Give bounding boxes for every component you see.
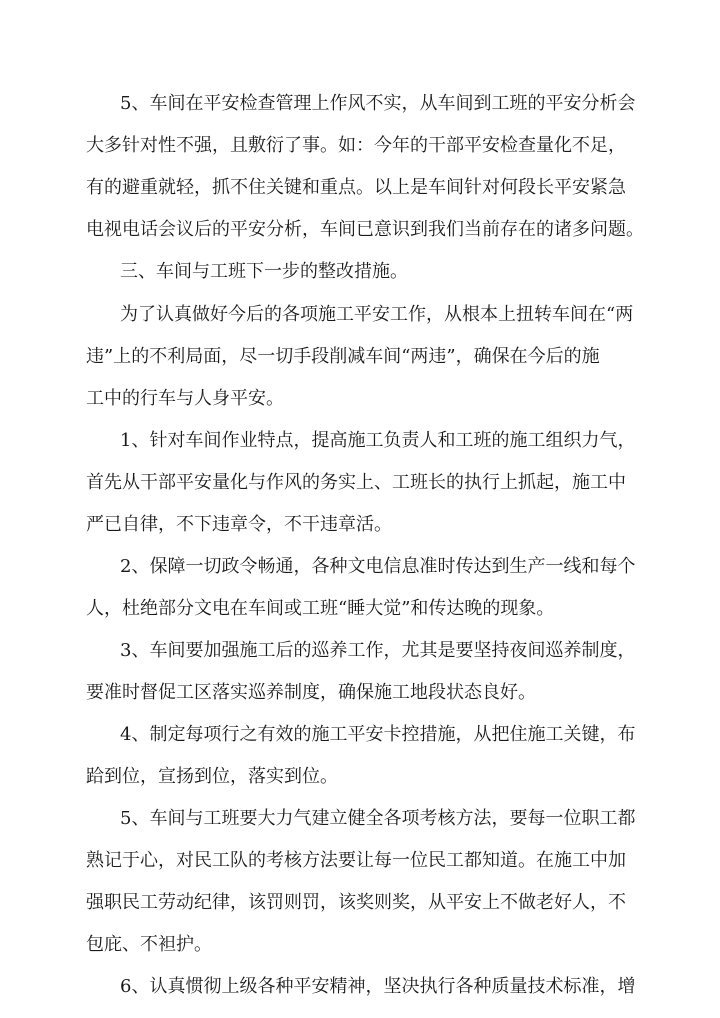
text-line: 电视电话会议后的平安分析，车间已意识到我们当前存在的诸多问题。 xyxy=(86,219,644,240)
text-line: 6、认真惯彻上级各种平安精神，坚决执行各种质量技术标准，增 xyxy=(120,976,636,997)
text-line: 熟记于心，对民工队的考核方法要让每一位民工都知道。在施工中加 xyxy=(86,850,626,871)
text-line: 要准时督促工区落实巡养制度，确保施工地段状态良好。 xyxy=(86,682,536,703)
text-line: 工中的行车与人身平安。 xyxy=(86,388,284,409)
text-line: 严已自律，不下违章令，不干违章活。 xyxy=(86,514,392,535)
text-line: 1、针对车间作业特点，提高施工负责人和工班的施工组织力气， xyxy=(120,430,636,451)
text-line: 有的避重就轻，抓不住关键和重点。以上是车间针对何段长平安紧急 xyxy=(86,177,626,198)
text-line: 人，杜绝部分文电在车间或工班“睡大觉”和传达晚的现象。 xyxy=(86,598,555,619)
text-line: 5、车间与工班要大力气建立健全各项考核方法，要每一位职工都 xyxy=(120,808,636,829)
text-line: 包庇、不袒护。 xyxy=(86,934,212,955)
text-line: 强职民工劳动纪律，该罚则罚，该奖则奖，从平安上不做老好人，不 xyxy=(86,892,626,913)
text-line: 5、车间在平安检查管理上作风不实，从车间到工班的平安分析会 xyxy=(120,93,636,114)
text-line: 首先从干部平安量化与作风的务实上、工班长的执行上抓起，施工中 xyxy=(86,472,626,493)
text-line: 大多针对性不强，且敷衍了事。如：今年的干部平安检查量化不足， xyxy=(86,135,626,156)
text-line: 2、保障一切政令畅通，各种文电信息准时传达到生产一线和每个 xyxy=(120,556,636,577)
text-line: 3、车间要加强施工后的巡养工作，尤其是要坚持夜间巡养制度， xyxy=(120,640,636,661)
text-line: 跲到位，宣扬到位，落实到位。 xyxy=(86,766,338,787)
text-line: 违”上的不利局面，尽一切手段削减车间“两违”，确保在今后的施 xyxy=(86,346,600,367)
text-line: 为了认真做好今后的各项施工平安工作，从根本上扭转车间在“两 xyxy=(120,304,634,325)
section-heading: 三、车间与工班下一步的整改措施。 xyxy=(120,261,408,282)
text-line: 4、制定每项行之有效的施工平安卡控措施，从把住施工关键，布 xyxy=(120,724,636,745)
